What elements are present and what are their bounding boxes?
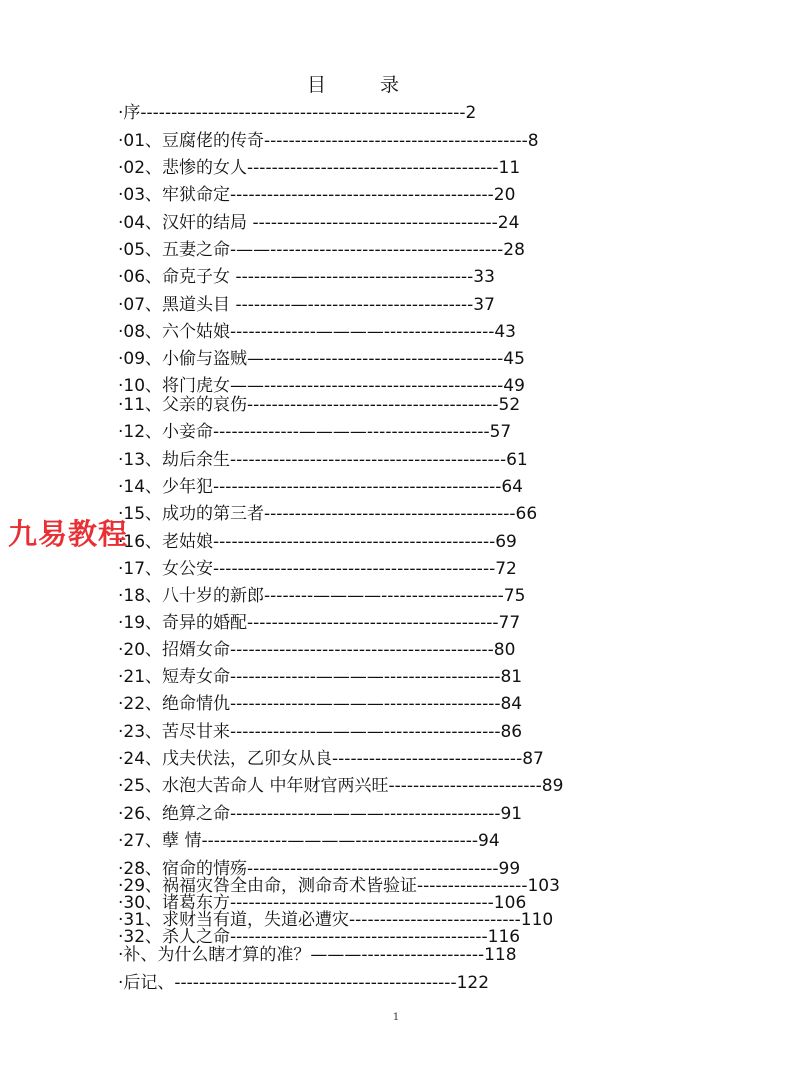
toc-entry[interactable]: ·25、水泡大苦命人 中年财官两兴旺-------------------------89 xyxy=(118,776,564,796)
toc-entry[interactable]: ·08、六个姑娘--------------————------------------43 xyxy=(118,322,516,342)
toc-entry[interactable]: ·04、汉奸的结局 ----------------------------------------24 xyxy=(118,213,520,233)
toc-entry[interactable]: ·30、诸葛东方-------------------------------------------106 xyxy=(118,893,527,913)
toc-entry[interactable]: ·21、短寿女命--------------————-------------------81 xyxy=(118,667,523,687)
toc-entry[interactable]: ·05、五妻之命-——--------------------------------------28 xyxy=(118,240,525,260)
toc-entry[interactable]: ·22、绝命情仇--------------————-------------------84 xyxy=(118,694,523,714)
toc-entry[interactable]: ·13、劫后余生---------------------------------------------61 xyxy=(118,450,528,470)
toc-entry[interactable]: ·23、苦尽甘来--------------————-------------------86 xyxy=(118,722,523,742)
toc-entry[interactable]: ·15、成功的第三者-----------------------------------------66 xyxy=(118,504,538,524)
toc-entry[interactable]: ·01、豆腐佬的传奇-------------------------------------------8 xyxy=(118,131,539,151)
toc-entry[interactable]: ·16、老姑娘----------------------------------------------69 xyxy=(118,532,517,552)
toc-entry[interactable]: ·03、牢狱命定-------------------------------------------20 xyxy=(118,185,516,205)
toc-entry[interactable]: ·补、为什么瞎才算的准？———--------------------118 xyxy=(118,945,517,965)
toc-entry[interactable]: ·32、杀人之命------------------------------------------116 xyxy=(118,927,521,947)
toc-entry[interactable]: ·17、女公安----------------------------------------------72 xyxy=(118,559,517,579)
toc-entry[interactable]: ·10、将门虎女——---------------------------------------49 xyxy=(118,376,525,396)
toc-entry[interactable]: ·29、祸福灾咎全由命，测命奇术皆验证------------------103 xyxy=(118,876,560,896)
toc-entry[interactable]: ·28、宿命的情殇-----------------------------------------99 xyxy=(118,859,521,879)
toc-entry[interactable]: ·18、八十岁的新郎--------————--------------------75 xyxy=(118,586,526,606)
toc-entry[interactable]: ·12、小妾命--------------————--------------------57 xyxy=(118,422,512,442)
page-number: 1 xyxy=(392,1012,400,1023)
toc-entry[interactable]: ·31、求财当有道，失道必遭灾----------------------------110 xyxy=(118,910,554,930)
page-title: 目 录 xyxy=(306,74,424,96)
toc-entry[interactable]: ·20、招婿女命-------------------------------------------80 xyxy=(118,640,516,660)
watermark-logo: 九易教程 xyxy=(8,517,129,551)
toc-entry[interactable]: ·序-----------------------------------------------------2 xyxy=(118,103,477,123)
toc-entry[interactable]: ·后记、----------------------------------------------122 xyxy=(118,973,490,993)
toc-entry[interactable]: ·24、戊夫伏法，乙卯女从良-------------------------------87 xyxy=(118,749,544,769)
toc-entry[interactable]: ·27、孽 情--------------————--------------------94 xyxy=(118,831,500,851)
toc-entry[interactable]: ·14、少年犯-----------------------------------------------64 xyxy=(118,477,523,497)
toc-entry[interactable]: ·09、小偷与盗贼—---------------------------------------45 xyxy=(118,349,525,369)
toc-entry[interactable]: ·07、黑道头目 ---------—---------------------------37 xyxy=(118,295,495,315)
toc-entry[interactable]: ·11、父亲的哀伤-----------------------------------------52 xyxy=(118,395,521,415)
toc-entry[interactable]: ·06、命克子女 ---------—---------------------------33 xyxy=(118,267,495,287)
toc-entry[interactable]: ·26、绝算之命--------------————-------------------91 xyxy=(118,804,523,824)
toc-entry[interactable]: ·19、奇异的婚配-----------------------------------------77 xyxy=(118,613,521,633)
toc-entry[interactable]: ·02、悲惨的女人-----------------------------------------11 xyxy=(118,158,521,178)
